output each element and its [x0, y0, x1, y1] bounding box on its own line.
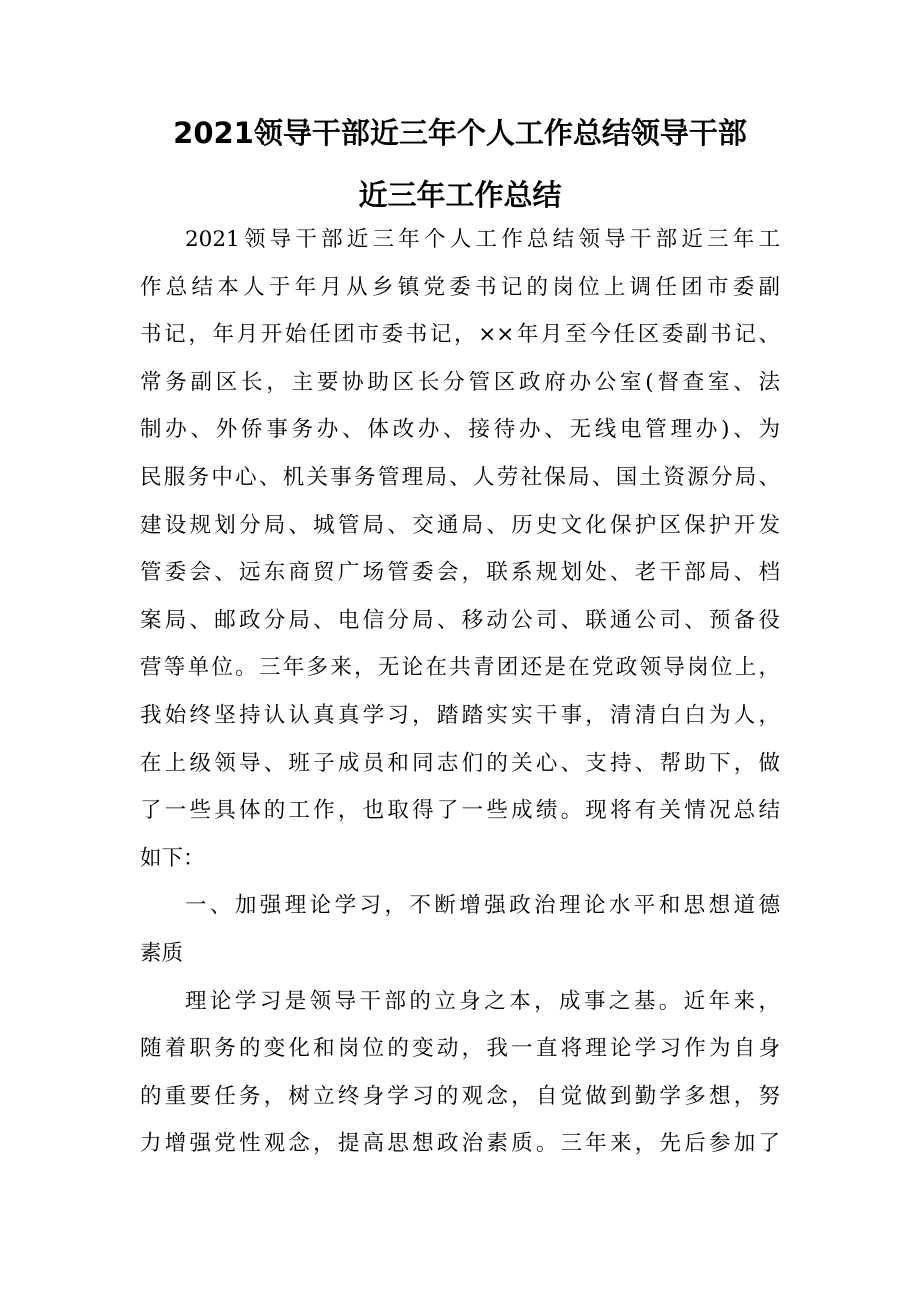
document-title-line-2: 近三年工作总结	[358, 178, 562, 212]
paragraph-line: 力增强党性观念，提高思想政治素质。三年来，先后参加了	[140, 1131, 780, 1157]
heading-line: 素质	[140, 940, 184, 966]
paragraph-line: 书记，年月开始任团市委书记，××年月至今任区委副书记、	[140, 322, 780, 348]
paragraph-line: 我始终坚持认认真真学习，踏踏实实干事，清清白白为人，	[140, 702, 780, 728]
paragraph-line: 管委会、远东商贸广场管委会，联系规划处、老干部局、档	[140, 560, 780, 586]
paragraph-intro	[140, 216, 780, 882]
paragraph-line: 作总结本人于年月从乡镇党委书记的岗位上调任团市委副	[140, 274, 780, 300]
paragraph-line: 制办、外侨事务办、体改办、接待办、无线电管理办)、为	[140, 417, 780, 443]
paragraph-line: 建设规划分局、城管局、交通局、历史文化保护区保护开发	[140, 512, 780, 538]
paragraph-line: 2021领导干部近三年个人工作总结领导干部近三年工	[185, 227, 780, 252]
heading-line: 一、加强理论学习，不断增强政治理论水平和思想道德	[185, 893, 780, 919]
paragraph-theory-study	[140, 978, 780, 1168]
section-heading-1	[140, 882, 780, 977]
document-title-line-1: 2021领导干部近三年个人工作总结领导干部	[173, 116, 747, 150]
paragraph-line: 案局、邮政分局、电信分局、移动公司、联通公司、预备役	[140, 607, 780, 633]
paragraph-line: 在上级领导、班子成员和同志们的关心、支持、帮助下，做	[140, 750, 780, 776]
paragraph-line: 的重要任务，树立终身学习的观念，自觉做到勤学多想，努	[140, 1083, 780, 1109]
document-body	[140, 216, 780, 1168]
paragraph-line: 如下：	[140, 845, 205, 871]
paragraph-line: 理论学习是领导干部的立身之本，成事之基。近年来，	[185, 988, 780, 1014]
paragraph-line: 随着职务的变化和岗位的变动，我一直将理论学习作为自身	[140, 1036, 780, 1062]
paragraph-line: 常务副区长，主要协助区长分管区政府办公室(督查室、法	[140, 369, 780, 395]
paragraph-line: 了一些具体的工作，也取得了一些成绩。现将有关情况总结	[140, 798, 780, 824]
paragraph-line: 营等单位。三年多来，无论在共青团还是在党政领导岗位上，	[140, 655, 780, 681]
paragraph-line: 民服务中心、机关事务管理局、人劳社保局、国土资源分局、	[140, 464, 780, 490]
